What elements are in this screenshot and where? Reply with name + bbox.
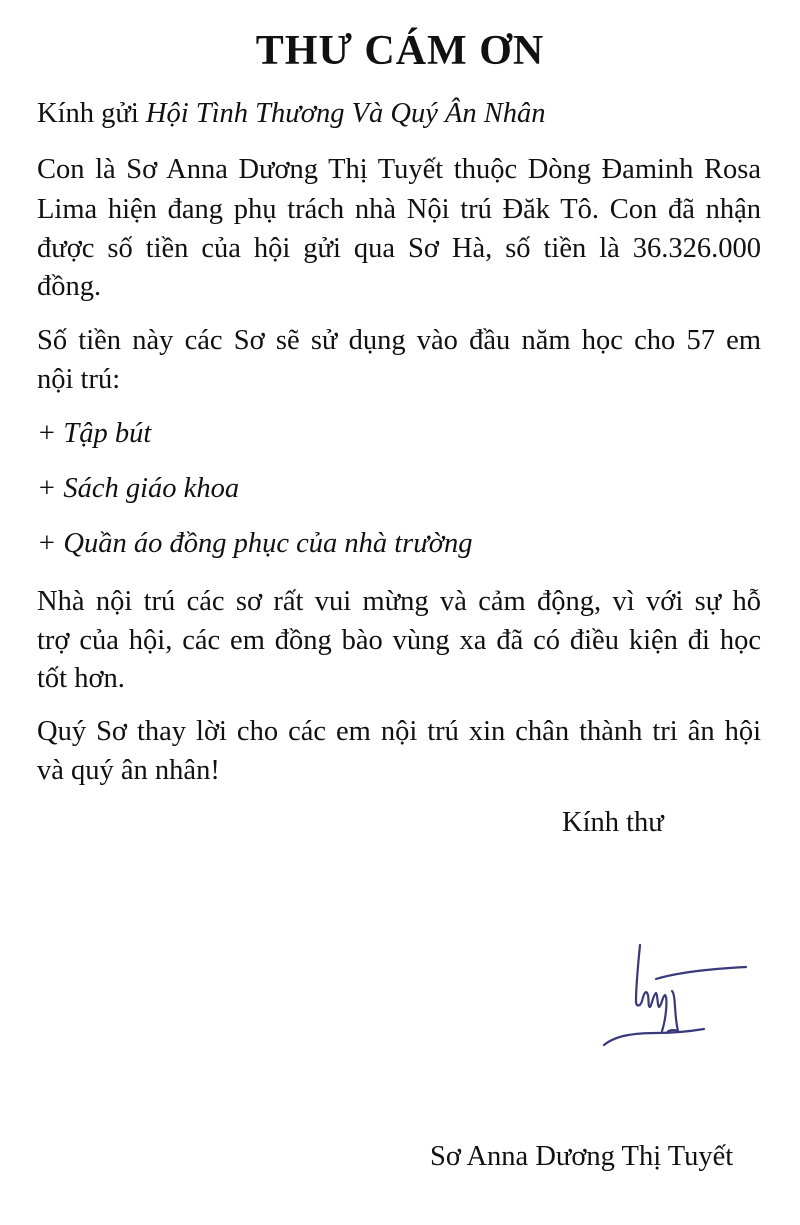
greeting-recipient: Hội Tình Thương Và Quý Ân Nhân	[145, 98, 546, 129]
para2-line-1: Số tiền này các Sơ sẽ sử dụng vào đầu năm học cho 57 em	[37, 325, 761, 356]
para1-line-4: đồng.	[37, 271, 102, 302]
greeting-prefix: Kính gửi	[37, 98, 146, 129]
para4-line-1: Quý Sơ thay lời cho các em nội trú xin chân thành tri ân hội	[37, 716, 761, 747]
para3-line-2: trợ của hội, các em đồng bào vùng xa đã có điều kiện đi học	[37, 625, 761, 656]
signature-name: Sơ Anna Dương Thị Tuyết	[430, 1141, 734, 1172]
handwritten-signature	[596, 935, 756, 1055]
para4-line-2: và quý ân nhân!	[37, 755, 220, 786]
letter-title: THƯ CÁM ƠN	[255, 28, 545, 74]
list-item-uniforms: + Quần áo đồng phục của nhà trường	[37, 528, 473, 559]
closing-text: Kính thư	[562, 807, 664, 838]
para1-line-3: được số tiền của hội gửi qua Sơ Hà, số tiền là 36.326.000	[37, 233, 761, 264]
greeting-line	[37, 95, 546, 133]
list-item-notebooks: + Tập bút	[37, 418, 152, 449]
para1-line-2: Lima hiện đang phụ trách nhà Nội trú Đăk Tô. Con đã nhận	[37, 194, 761, 225]
para2-line-2: nội trú:	[37, 364, 121, 395]
para1-line-1: Con là Sơ Anna Dương Thị Tuyết thuộc Dòng Đaminh Rosa	[37, 154, 761, 185]
para3-line-3: tốt hơn.	[37, 663, 125, 694]
list-item-textbooks: + Sách giáo khoa	[37, 473, 240, 504]
para3-line-1: Nhà nội trú các sơ rất vui mừng và cảm động, vì với sự hỗ	[37, 586, 761, 617]
